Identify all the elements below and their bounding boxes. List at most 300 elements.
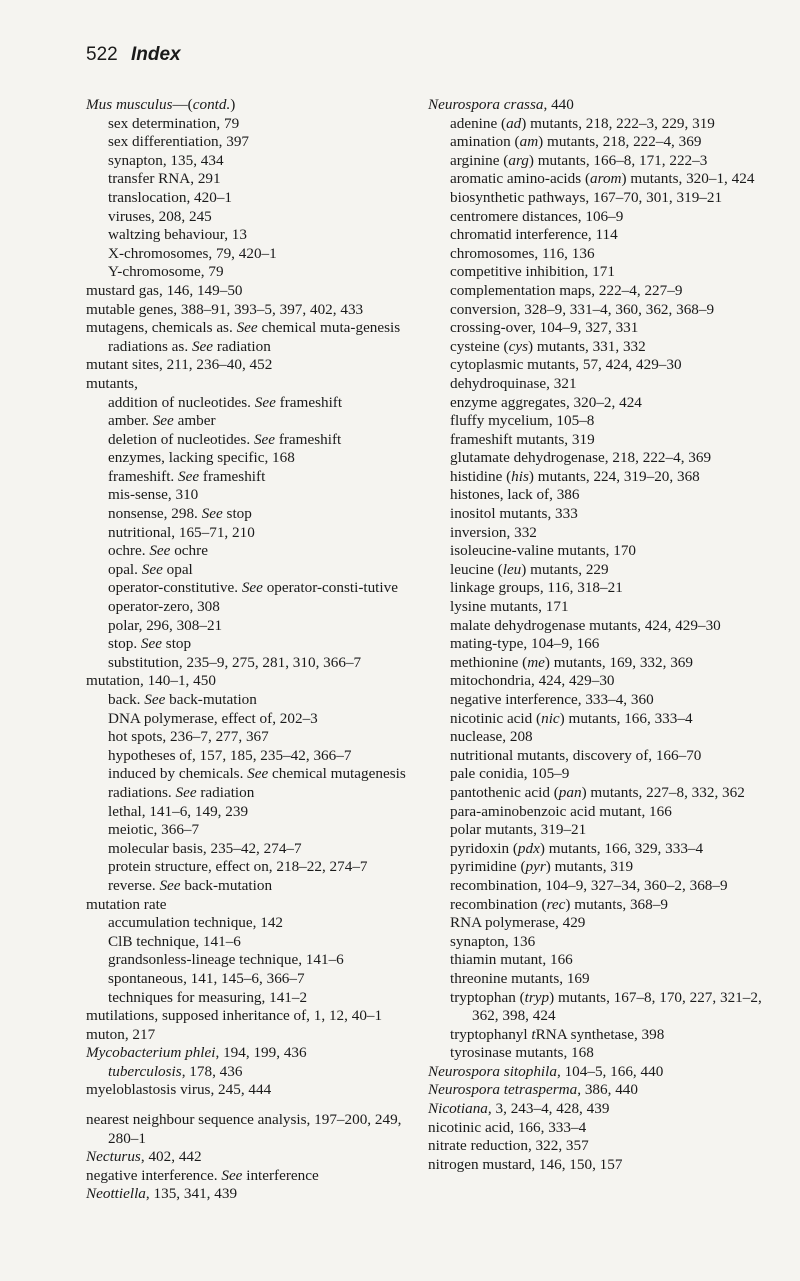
entry-text: mustard gas, 146, 149–50 [86,281,243,299]
index-entry [86,301,426,320]
index-entry [86,1007,426,1026]
index-subentry [86,989,426,1008]
entry-text: See [140,635,162,653]
entry-text: See [201,505,223,523]
entry-text: See [159,876,181,894]
index-subentry [86,840,426,859]
entry-text: para-aminobenzoic acid mutant, 166 [450,802,672,820]
entry-text: stop. [108,635,141,653]
page-number: 522 [86,44,118,65]
entry-text: See [221,1166,243,1184]
entry-text: pan [558,783,582,801]
entry-text: biosynthetic pathways, 167–70, 301, 319–21 [450,188,723,206]
entry-text: mutation rate [86,895,167,913]
entry-text: radiation [196,783,255,801]
index-entry [428,1137,773,1156]
entry-text: ad [506,114,522,132]
page-header [86,44,181,66]
entry-text: Mus musculus [86,96,173,113]
entry-text: mating-type, 104–9, 166 [450,635,600,653]
entry-text: See [191,337,214,355]
entry-text: techniques for measuring, 141–2 [108,988,308,1006]
index-subentry [86,877,426,896]
entry-text: See [254,393,276,411]
entry-text: leu [502,560,522,578]
entry-text: nicotinic acid ( [450,709,542,727]
index-subentry [428,301,773,320]
entry-text: mitochondria, 424, 429–30 [450,672,615,690]
index-subentry [86,170,426,189]
entry-text: Neurospora crassa [428,96,544,113]
entry-text: frameshift [199,467,266,485]
entry-text: grandsonless-lineage technique, 141–6 [108,951,344,969]
entry-text: ) mutants, 319 [545,858,634,876]
entry-text: See [253,430,276,448]
entry-text: ) mutants, 218, 222–4, 369 [538,133,702,151]
index-entry [86,96,426,115]
entry-text: back-mutation [180,876,273,894]
index-subentry [86,263,426,282]
entry-text: methionine ( [450,653,528,671]
entry-text: Neurospora sitophila [428,1062,557,1080]
entry-text: me [527,653,545,671]
entry-text: glutamate dehydrogenase, 218, 222–4, 369 [450,449,712,467]
index-subentry [428,951,773,970]
entry-text: mutable genes, 388–91, 393–5, 397, 402, 433 [86,300,364,318]
entry-text: mutants, [86,374,138,392]
index-subentry [428,1026,773,1045]
entry-text: See [178,467,200,485]
index-subentry [86,468,426,487]
entry-text: frameshift [275,393,343,411]
entry-text: tryp [524,988,550,1006]
entry-text: ) mutants, 167–8, 170, 227, 321–2, 362, 398, 424 [472,988,762,1025]
entry-text: pdx [517,839,540,857]
index-subentry [86,542,426,561]
index-subentry [86,412,426,431]
entry-text: recombination, 104–9, 327–34, 360–2, 368–9 [450,876,728,894]
index-subentry [428,468,773,487]
entry-text: ClB technique, 141–6 [108,932,241,950]
entry-text: nic [541,709,560,727]
index-subentry [86,579,426,598]
entry-text: RNA polymerase, 429 [450,914,586,932]
index-subentry [86,635,426,654]
index-subentry [428,821,773,840]
entry-text: ) mutants, 166, 333–4 [559,709,693,727]
entry-text: , 194, 199, 436 [215,1044,307,1062]
index-entry [86,1026,426,1045]
entry-text: See [149,542,171,560]
entry-text: back-mutation [165,691,257,708]
index-entry [86,375,426,394]
entry-text: operator-consti-tutive [262,579,398,597]
index-entry [86,1167,426,1186]
index-subentry [86,654,426,673]
entry-text: induced by chemicals. [108,765,248,783]
index-subentry [86,208,426,227]
index-subentry [86,431,426,450]
index-subentry [86,1063,426,1082]
entry-text: mutant sites, 211, 236–40, 452 [86,356,273,374]
entry-text: Neottiella [86,1185,146,1203]
entry-text: polar, 296, 308–21 [108,616,223,634]
entry-text: radiations. [108,783,176,801]
index-entry [86,1185,426,1204]
entry-text: malate dehydrogenase mutants, 424, 429–30 [450,616,721,634]
entry-text: frameshift mutants, 319 [450,430,595,448]
index-subentry [428,989,773,1026]
entry-text: viruses, 208, 245 [108,207,212,225]
index-subentry [428,1044,773,1063]
index-subentry [428,672,773,691]
entry-text: Neurospora tetrasperma [428,1081,578,1099]
entry-text: sex differentiation, 397 [108,133,250,151]
index-column-right [428,96,773,1174]
index-entry [428,1156,773,1175]
entry-text: , 386, 440 [577,1081,638,1099]
entry-text: adenine ( [450,114,507,132]
entry-text: , 402, 442 [140,1148,202,1166]
index-entry [428,1063,773,1082]
index-subentry [428,877,773,896]
entry-text: stop [222,505,252,523]
entry-text: amber. [108,412,153,430]
entry-text: competitive inhibition, 171 [450,263,615,281]
entry-text: protein structure, effect on, 218–22, 274–7 [108,858,368,876]
index-subentry [428,505,773,524]
entry-text: pyr [525,858,546,876]
index-subentry [428,691,773,710]
entry-text: meiotic, 366–7 [108,821,200,839]
entry-text: mutation, 140–1, 450 [86,672,216,690]
index-entry [428,1081,773,1100]
entry-text: conversion, 328–9, 331–4, 360, 362, 368–9 [450,300,715,318]
entry-text: contd. [192,96,231,113]
entry-text: ) mutants, 169, 332, 369 [544,653,693,671]
entry-text: frameshift. [108,467,179,485]
index-entry [86,896,426,915]
entry-text: , 135, 341, 439 [145,1185,238,1203]
index-subentry [428,858,773,877]
entry-text: waltzing behaviour, 13 [108,226,247,244]
entry-text: , 3, 243–4, 428, 439 [487,1100,610,1118]
entry-text: ochre. [108,542,150,560]
entry-text: nutritional, 165–71, 210 [108,523,255,541]
index-subentry [428,189,773,208]
entry-text: See [141,560,163,578]
index-subentry [428,933,773,952]
entry-text: Necturus [86,1148,141,1166]
index-subentry [428,226,773,245]
index-entry [86,282,426,301]
entry-text: nitrogen mustard, 146, 150, 157 [428,1155,623,1173]
entry-text: negative interference, 333–4, 360 [450,691,654,708]
entry-text: lysine mutants, 171 [450,598,569,616]
index-subentry [86,524,426,543]
index-subentry [428,914,773,933]
entry-text: histones, lack of, 386 [450,486,580,504]
entry-text: spontaneous, 141, 145–6, 366–7 [108,969,305,987]
entry-text: negative interference. [86,1166,222,1184]
entry-text: opal. [108,560,142,578]
index-subentry [428,710,773,729]
index-subentry [86,933,426,952]
index-column-left [86,96,426,1204]
entry-text: recombination ( [450,895,547,913]
entry-text: lethal, 141–6, 149, 239 [108,802,249,820]
index-subentry [86,598,426,617]
entry-text: threonine mutants, 169 [450,969,590,987]
entry-text: See [144,691,166,708]
entry-text: synapton, 136 [450,932,536,950]
index-entry [86,1111,426,1148]
index-subentry [428,394,773,413]
index-subentry [428,431,773,450]
index-subentry [86,394,426,413]
entry-text: transfer RNA, 291 [108,170,221,188]
index-subentry [428,263,773,282]
entry-text: ) mutants, 227–8, 332, 362 [581,783,745,801]
entry-text: operator-zero, 308 [108,598,220,616]
index-subentry [86,561,426,580]
entry-text: his [511,467,529,485]
entry-text: ) mutants, 218, 222–3, 229, 319 [521,114,715,132]
entry-text: cysteine ( [450,337,509,355]
entry-text: ) mutants, 229 [521,560,609,578]
index-subentry [428,765,773,784]
entry-text: ) mutants, 320–1, 424 [621,170,755,188]
index-subentry [428,579,773,598]
entry-text: isoleucine-valine mutants, 170 [450,542,637,560]
index-entry [428,1119,773,1138]
entry-text: nonsense, 298. [108,505,202,523]
index-subentry [86,710,426,729]
entry-text: pyrimidine ( [450,858,526,876]
entry-text: —( [172,96,193,113]
entry-text: tryptophan ( [450,988,525,1006]
index-subentry [86,970,426,989]
entry-text: pale conidia, 105–9 [450,765,570,783]
entry-text: nutritional mutants, discovery of, 166–70 [450,746,702,764]
entry-text: leucine ( [450,560,503,578]
index-subentry [428,598,773,617]
index-subentry [86,728,426,747]
entry-text: frameshift [275,430,342,448]
entry-text: t [531,1025,536,1043]
index-subentry [86,189,426,208]
index-entry [428,96,773,115]
entry-text: tuberculosis [108,1062,182,1080]
entry-text: arg [508,151,529,169]
index-subentry [428,375,773,394]
entry-text: pantothenic acid ( [450,783,559,801]
index-subentry [428,319,773,338]
entry-text: chemical mutagenesis [268,765,406,783]
index-subentry [428,896,773,915]
entry-text: chromatid interference, 114 [450,226,618,244]
index-subentry [86,505,426,524]
entry-text: deletion of nucleotides. [108,430,254,448]
entry-text: DNA polymerase, effect of, 202–3 [108,709,318,727]
entry-text: ) mutants, 166, 329, 333–4 [539,839,704,857]
page-title: Index [130,44,181,65]
index-subentry [86,803,426,822]
index-subentry [428,747,773,766]
entry-text: muton, 217 [86,1025,156,1043]
entry-text: dehydroquinase, 321 [450,374,577,392]
entry-text: ) [230,96,236,113]
entry-text: radiations as. [108,337,192,355]
index-subentry [86,245,426,264]
index-subentry [428,282,773,301]
index-subentry [428,412,773,431]
entry-text: nitrate reduction, 322, 357 [428,1137,589,1155]
index-entry [86,1081,426,1100]
entry-text: , 178, 436 [181,1062,243,1080]
entry-text: translocation, 420–1 [108,188,233,206]
entry-text: tyrosinase mutants, 168 [450,1044,594,1062]
index-subentry [428,840,773,859]
entry-text: myeloblastosis virus, 245, 444 [86,1081,272,1099]
entry-text: , 440 [543,96,574,113]
entry-text: addition of nucleotides. [108,393,255,411]
index-subentry [86,486,426,505]
entry-text: linkage groups, 116, 318–21 [450,579,623,597]
index-subentry [86,152,426,171]
index-subentry [428,245,773,264]
index-subentry [428,152,773,171]
index-subentry [428,654,773,673]
index-subentry [428,784,773,803]
index-subentry [428,970,773,989]
index-subentry [428,133,773,152]
entry-text: ochre [170,542,208,560]
index-entry [86,1148,426,1167]
entry-text: interference [242,1166,319,1184]
entry-text: radiation [213,337,271,355]
entry-text: inversion, 332 [450,523,537,541]
index-subentry [86,115,426,134]
entry-text: centromere distances, 106–9 [450,207,624,225]
entry-text: hypotheses of, 157, 185, 235–42, 366–7 [108,746,352,764]
entry-text: RNA synthetase, 398 [535,1025,665,1043]
entry-text: See [247,765,269,783]
entry-text: enzymes, lacking specific, 168 [108,449,295,467]
entry-text: tryptophanyl [450,1025,532,1043]
entry-text: See [175,783,197,801]
entry-text: nearest neighbour sequence analysis, 197–200, 249, 280–1 [86,1111,402,1147]
entry-text: sex determination, 79 [108,114,240,132]
index-subentry [428,338,773,357]
index-subentry [428,542,773,561]
index-subentry [428,803,773,822]
index-subentry [428,449,773,468]
index-entry [86,319,426,338]
index-entry [428,1100,773,1119]
entry-text: aromatic amino-acids ( [450,170,591,188]
entry-text: hot spots, 236–7, 277, 367 [108,728,269,746]
index-subentry [428,208,773,227]
entry-text: pyridoxin ( [450,839,518,857]
index-subentry [428,115,773,134]
entry-text: am [519,133,539,151]
entry-text: ) mutants, 368–9 [565,895,668,913]
entry-text: Y-chromosome, 79 [108,263,224,281]
index-subentry [86,951,426,970]
entry-text: thiamin mutant, 166 [450,951,573,969]
index-subentry [86,617,426,636]
entry-text: nicotinic acid, 166, 333–4 [428,1118,587,1136]
entry-text: mutilations, supposed inheritance of, 1, 12, 40–1 [86,1007,383,1025]
entry-text: Nicotiana [428,1100,488,1118]
index-subentry [86,858,426,877]
entry-text: cys [508,337,529,355]
index-subentry [428,486,773,505]
index-subentry [86,747,426,766]
index-subentry [428,635,773,654]
entry-text: Mycobacterium phlei [86,1044,216,1062]
entry-text: mis-sense, 310 [108,486,199,504]
entry-text: ) mutants, 224, 319–20, 368 [528,467,700,485]
entry-text: amber [173,412,216,430]
entry-text: polar mutants, 319–21 [450,821,587,839]
entry-text: cytoplasmic mutants, 57, 424, 429–30 [450,356,682,374]
entry-text: ) mutants, 331, 332 [528,337,646,355]
entry-text: arginine ( [450,151,509,169]
entry-text: chemical muta-genesis [257,319,401,337]
entry-text: nuclease, 208 [450,728,533,746]
index-subentry [86,691,426,710]
index-entry [86,356,426,375]
entry-text: arom [590,170,622,188]
index-subentry [428,524,773,543]
entry-text: crossing-over, 104–9, 327, 331 [450,319,639,337]
entry-text: opal [162,560,193,578]
entry-text: mutagens, chemicals as. [86,319,237,337]
index-subentry [428,356,773,375]
entry-text: rec [546,895,566,913]
index-subentry [428,170,773,189]
index-subentry [86,226,426,245]
entry-text: operator-constitutive. [108,579,242,597]
entry-text: inositol mutants, 333 [450,505,578,523]
index-subentry [86,449,426,468]
entry-text: fluffy mycelium, 105–8 [450,412,595,430]
entry-text: amination ( [450,133,520,151]
index-entry [86,1044,426,1063]
entry-text: X-chromosomes, 79, 420–1 [108,244,277,262]
index-entry [86,672,426,691]
entry-text: molecular basis, 235–42, 274–7 [108,839,302,857]
index-subentry [86,133,426,152]
index-subentry [86,914,426,933]
entry-text: See [241,579,263,597]
index-subentry [86,784,426,803]
index-subentry [428,561,773,580]
entry-text: synapton, 135, 434 [108,151,224,169]
index-subentry [428,728,773,747]
index-subentry [86,338,426,357]
entry-text: , 104–5, 166, 440 [556,1062,664,1080]
entry-text: stop [162,635,192,653]
index-subentry [86,821,426,840]
index-subentry [86,765,426,784]
index-subentry [428,617,773,636]
entry-text: See [236,319,258,337]
entry-text: See [152,412,174,430]
entry-text: accumulation technique, 142 [108,914,284,932]
